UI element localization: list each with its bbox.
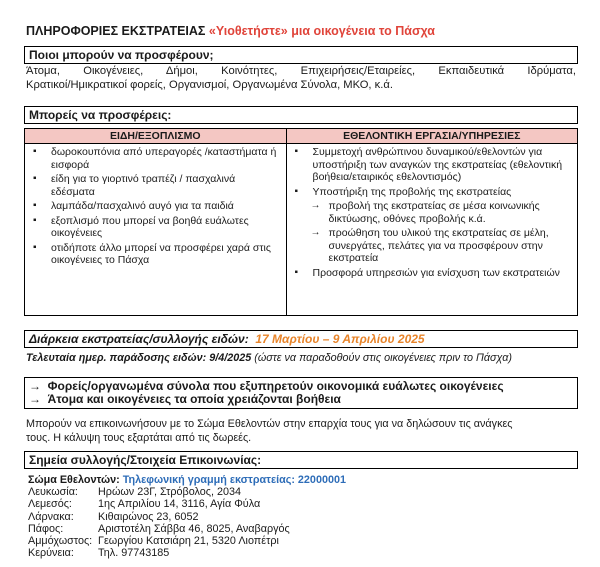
org-line bbox=[28, 474, 346, 486]
org-name: Σώμα Εθελοντών: bbox=[28, 474, 123, 486]
list-item: ▪ εξοπλισμό που μπορεί να βοηθά ευάλωτες οικογένειες bbox=[29, 215, 282, 240]
list-item: ▪ Συμμετοχή ανθρώπινου δυναμικού/εθελοντών για υποστήριξη των αναγκών της εκστρατείας (εθελοντική βοήθεια/εταιρικός εθελοντισμός) bbox=[291, 146, 573, 184]
list-item: ▪ Προσφορά υπηρεσιών για ενίσχυση των εκστρατειών bbox=[291, 267, 573, 280]
offer-heading: Μπορείς να προσφέρεις: bbox=[24, 106, 578, 124]
deadline-line bbox=[26, 352, 512, 366]
list-subitem: → προβολή της εκστρατείας σε μέσα κοινωνικής δικτύωσης, οθόνες προβολής κ.ά. bbox=[291, 200, 573, 225]
volunteer-cell bbox=[286, 144, 577, 316]
beneficiary-item: → Άτομα και οικογένειες τα οποία χρειάζονται βοήθεια bbox=[29, 392, 341, 406]
list-item: ▪ οτιδήποτε άλλο μπορεί να προσφέρει χαρά στις οικογένειες το Πάσχα bbox=[29, 242, 282, 267]
arrow-icon: → bbox=[29, 379, 41, 393]
beneficiaries-box bbox=[24, 377, 578, 409]
list-item: Λευκωσία: Ηρώων 23Γ, Στρόβολος, 2034 bbox=[28, 486, 242, 499]
who-heading: Ποιοι μπορούν να προσφέρουν; bbox=[24, 46, 578, 64]
col-header-volunteer: ΕΘΕΛΟΝΤΙΚΗ ΕΡΓΑΣΙΑ/ΥΠΗΡΕΣΙΕΣ bbox=[286, 129, 577, 144]
list-item: Λεμεσός: 1ης Απριλίου 14, 3116, Αγία Φύλα bbox=[28, 498, 261, 511]
list-item: ▪ δωροκουπόνια από υπεραγορές /καταστήματα ή εισφορά bbox=[29, 146, 282, 171]
page-title bbox=[26, 24, 435, 38]
duration-dates: 17 Μαρτίου – 9 Απριλίου 2025 bbox=[255, 332, 425, 346]
list-item: ▪ είδη για το γιορτινό τραπέζι / πασχαλινά εδέσματα bbox=[29, 173, 282, 198]
points-heading: Σημεία συλλογής/Στοιχεία Επικοινωνίας: bbox=[24, 451, 578, 469]
list-subitem: → προώθηση του υλικού της εκστρατείας σε μέλη, συνεργάτες, πελάτες για να προσφέρουν στην εκστρατεία bbox=[291, 227, 573, 265]
duration-label: Διάρκεια εκστρατείας/συλλογής ειδών: bbox=[29, 332, 249, 346]
who-line-1: Άτομα, Οικογένειες, Δήμοι, Κοινότητες, Επιχειρήσεις/Εταιρείες, Εκπαιδευτικά Ιδρύματα, bbox=[26, 65, 576, 77]
list-item: Αμμόχωστος: Γεωργίου Κατσιάρη 21, 5320 Λιοπέτρι bbox=[28, 535, 279, 548]
arrow-icon: → bbox=[29, 392, 41, 406]
contact-info-line-1: Μπορούν να επικοινωνήσουν με το Σώμα Εθελοντών στην επαρχία τους για να δηλώσουν τις ανάγκες bbox=[26, 418, 513, 430]
contact-info-line-2: τους. Η κάλυψη τους εξαρτάται από τις δωρεές. bbox=[26, 432, 252, 444]
deadline-label: Τελευταία ημερ. παράδοσης ειδών: 9/4/2025 bbox=[26, 352, 252, 364]
title-prefix: ΠΛΗΡΟΦΟΡΙΕΣ ΕΚΣΤΡΑΤΕΙΑΣ bbox=[26, 24, 209, 38]
hotline: Τηλεφωνική γραμμή εκστρατείας: 22000001 bbox=[122, 474, 346, 486]
offer-table bbox=[24, 128, 578, 316]
list-item: Κερύνεια: Τηλ. 97743185 bbox=[28, 547, 170, 560]
duration-bar bbox=[24, 330, 578, 348]
who-line-2: Κρατικοί/Ημικρατικοί φορείς, Οργανισμοί, Οργανωμένα Σύνολα, ΜΚΟ, κ.ά. bbox=[26, 79, 393, 91]
items-cell bbox=[25, 144, 287, 316]
contact-list bbox=[28, 474, 346, 559]
beneficiary-item: → Φορείς/οργανωμένα σύνολα που εξυπηρετούν οικονομικά ευάλωτες οικογένειες bbox=[29, 379, 504, 393]
list-item: ▪ λαμπάδα/πασχαλινό αυγό για τα παιδιά bbox=[29, 200, 282, 213]
col-header-items: ΕΙΔΗ/ΕΞΟΠΛΙΣΜΟ bbox=[25, 129, 287, 144]
list-item: Λάρνακα: Κιθαιρώνος 23, 6052 bbox=[28, 510, 199, 523]
list-item: Πάφος: Αριστοτέλη Σάββα 46, 8025, Αναβαργός bbox=[28, 522, 290, 535]
title-highlight: «Υιοθετήστε» μια οικογένεια το Πάσχα bbox=[208, 24, 435, 38]
list-item: ▪ Υποστήριξη της προβολής της εκστρατείας bbox=[291, 186, 573, 199]
deadline-note: (ώστε να παραδοθούν στις οικογένειες πριν το Πάσχα) bbox=[254, 352, 512, 364]
